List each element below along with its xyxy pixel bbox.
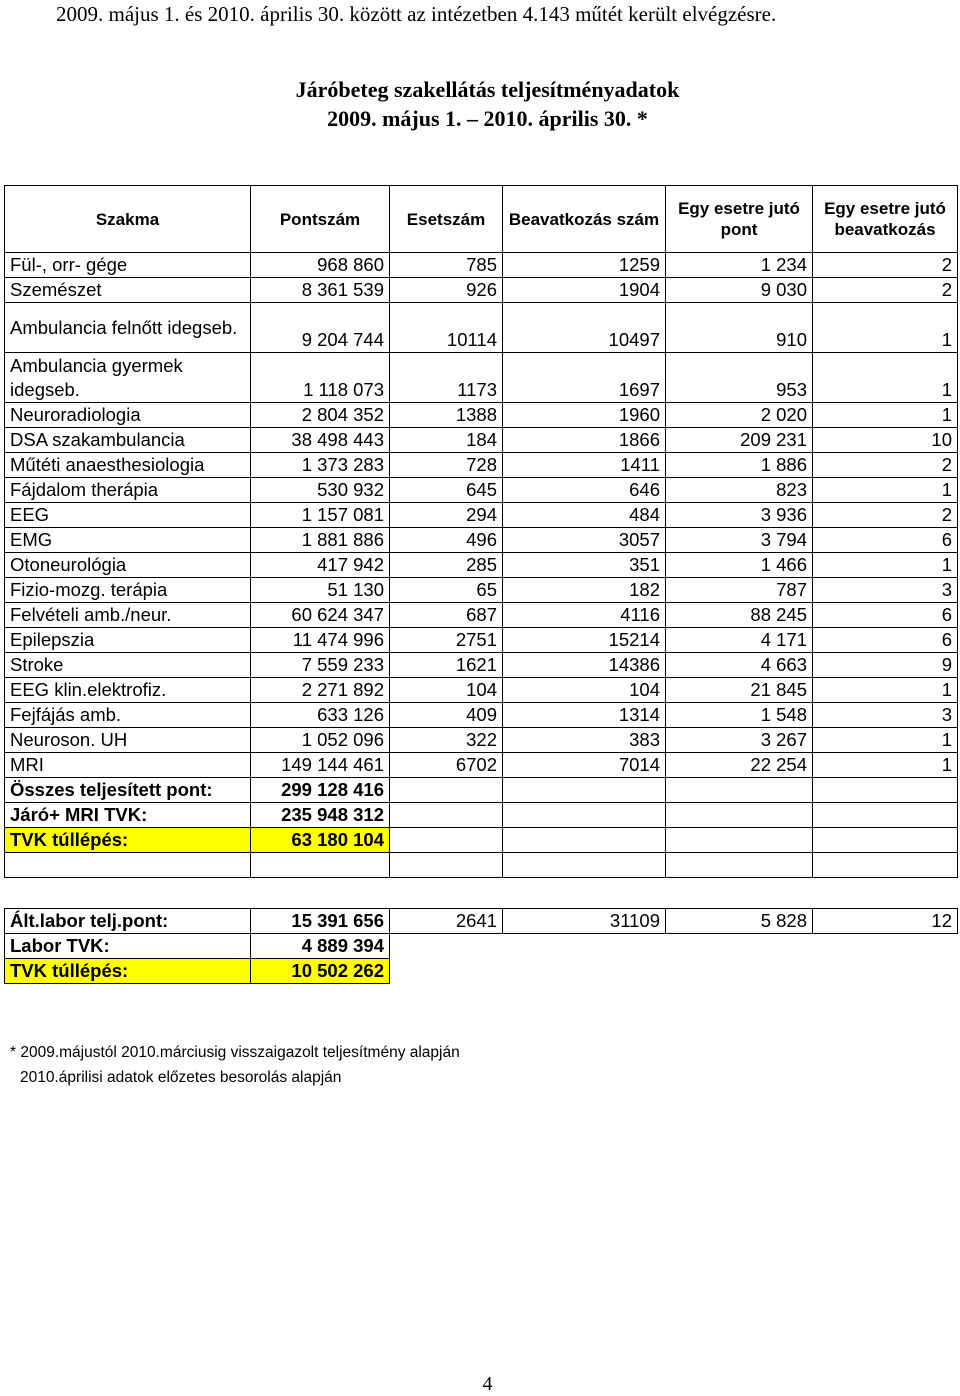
row-pont: 1 373 283 [251, 453, 390, 478]
footnote-1: * 2009.májustól 2010.márciusig visszaigazolt teljesítmény alapján [10, 1044, 460, 1061]
row-ppe: 1 548 [666, 703, 813, 728]
row-eset: 496 [390, 528, 503, 553]
summary-total-value: 299 128 416 [251, 778, 390, 803]
spacer-row [5, 853, 958, 878]
table-row [5, 653, 958, 678]
row-bpe: 3 [813, 703, 958, 728]
row-beav: 104 [503, 678, 666, 703]
row-eset: 687 [390, 603, 503, 628]
row-eset: 785 [390, 253, 503, 278]
table-row [5, 628, 958, 653]
row-bpe: 1 [813, 728, 958, 753]
row-beav: 4116 [503, 603, 666, 628]
report-period: 2009. május 1. – 2010. április 30. * [327, 106, 648, 131]
row-beav: 1960 [503, 403, 666, 428]
row-pont: 1 052 096 [251, 728, 390, 753]
row-bpe: 1 [813, 553, 958, 578]
lab-beav: 31109 [503, 909, 666, 934]
row-bpe: 1 [813, 753, 958, 778]
table-row [5, 753, 958, 778]
row-eset: 645 [390, 478, 503, 503]
row-ppe: 1 234 [666, 253, 813, 278]
table-row [5, 703, 958, 728]
row-szakma: EEG klin.elektrofiz. [5, 678, 251, 703]
row-szakma: Ambulancia gyermek idegseb. [5, 353, 251, 403]
header-pontszam: Pontszám [251, 186, 390, 253]
row-szakma: Otoneurológia [5, 553, 251, 578]
summary-total-row [5, 778, 958, 803]
row-szakma: Fizio-mozg. terápia [5, 578, 251, 603]
row-eset: 6702 [390, 753, 503, 778]
row-bpe: 2 [813, 503, 958, 528]
table-row [5, 353, 958, 403]
summary-over-value: 63 180 104 [251, 828, 390, 853]
page-number: 4 [482, 1373, 493, 1395]
header-szakma: Szakma [5, 186, 251, 253]
table-row [5, 678, 958, 703]
row-pont: 60 624 347 [251, 603, 390, 628]
lab-over-label: TVK túllépés: [5, 959, 251, 984]
row-ppe: 9 030 [666, 278, 813, 303]
row-beav: 1411 [503, 453, 666, 478]
row-bpe: 1 [813, 403, 958, 428]
row-ppe: 823 [666, 478, 813, 503]
row-beav: 182 [503, 578, 666, 603]
summary-tvk-row [5, 803, 958, 828]
row-ppe: 3 794 [666, 528, 813, 553]
performance-table [4, 185, 958, 984]
row-bpe: 9 [813, 653, 958, 678]
table-row [5, 728, 958, 753]
table-row [5, 303, 958, 353]
row-pont: 633 126 [251, 703, 390, 728]
row-pont: 1 118 073 [251, 353, 390, 403]
lab-over-row [5, 959, 958, 984]
row-bpe: 2 [813, 253, 958, 278]
table-row [5, 428, 958, 453]
row-eset: 10114 [390, 303, 503, 353]
row-beav: 1866 [503, 428, 666, 453]
row-szakma: Epilepszia [5, 628, 251, 653]
row-pont: 9 204 744 [251, 303, 390, 353]
summary-over-label: TVK túllépés: [5, 828, 251, 853]
row-eset: 65 [390, 578, 503, 603]
row-eset: 2751 [390, 628, 503, 653]
lab-bpe: 12 [813, 909, 958, 934]
row-ppe: 2 020 [666, 403, 813, 428]
table-row [5, 503, 958, 528]
row-beav: 7014 [503, 753, 666, 778]
row-ppe: 22 254 [666, 753, 813, 778]
table-row [5, 478, 958, 503]
table-body [5, 253, 958, 984]
row-ppe: 209 231 [666, 428, 813, 453]
table-row [5, 278, 958, 303]
lab-tvk-row [5, 934, 958, 959]
row-eset: 1173 [390, 353, 503, 403]
lab-row [5, 909, 958, 934]
row-szakma: Fül-, orr- gége [5, 253, 251, 278]
row-beav: 484 [503, 503, 666, 528]
row-beav: 1259 [503, 253, 666, 278]
lab-tvk-value: 4 889 394 [251, 934, 390, 959]
row-pont: 149 144 461 [251, 753, 390, 778]
row-beav: 383 [503, 728, 666, 753]
row-eset: 184 [390, 428, 503, 453]
row-ppe: 88 245 [666, 603, 813, 628]
header-egy-esetre-juto-beavatkozas: Egy esetre jutó beavatkozás [813, 186, 958, 253]
lab-over-value: 10 502 262 [251, 959, 390, 984]
row-ppe: 4 171 [666, 628, 813, 653]
header-beavatkozas-szam: Beavatkozás szám [503, 186, 666, 253]
row-ppe: 3 936 [666, 503, 813, 528]
row-bpe: 6 [813, 528, 958, 553]
row-szakma: Műtéti anaesthesiologia [5, 453, 251, 478]
row-szakma: Stroke [5, 653, 251, 678]
row-szakma: Fejfájás amb. [5, 703, 251, 728]
row-pont: 2 804 352 [251, 403, 390, 428]
row-pont: 1 881 886 [251, 528, 390, 553]
lab-tvk-label: Labor TVK: [5, 934, 251, 959]
row-bpe: 1 [813, 303, 958, 353]
row-beav: 10497 [503, 303, 666, 353]
row-szakma: DSA szakambulancia [5, 428, 251, 453]
row-szakma: Felvételi amb./neur. [5, 603, 251, 628]
row-pont: 38 498 443 [251, 428, 390, 453]
row-ppe: 1 886 [666, 453, 813, 478]
row-eset: 409 [390, 703, 503, 728]
header-esetszam: Esetszám [390, 186, 503, 253]
table-row [5, 453, 958, 478]
lab-ppe: 5 828 [666, 909, 813, 934]
row-eset: 728 [390, 453, 503, 478]
row-bpe: 1 [813, 353, 958, 403]
table-row [5, 253, 958, 278]
row-eset: 285 [390, 553, 503, 578]
row-beav: 3057 [503, 528, 666, 553]
row-szakma: Neuroradiologia [5, 403, 251, 428]
row-bpe: 1 [813, 478, 958, 503]
row-pont: 968 860 [251, 253, 390, 278]
row-beav: 351 [503, 553, 666, 578]
table-row [5, 528, 958, 553]
row-szakma: EEG [5, 503, 251, 528]
report-title: Járóbeteg szakellátás teljesítményadatok [295, 77, 680, 102]
lab-eset: 2641 [390, 909, 503, 934]
row-pont: 8 361 539 [251, 278, 390, 303]
row-szakma: EMG [5, 528, 251, 553]
summary-over-row [5, 828, 958, 853]
row-pont: 2 271 892 [251, 678, 390, 703]
row-eset: 322 [390, 728, 503, 753]
row-pont: 51 130 [251, 578, 390, 603]
row-pont: 11 474 996 [251, 628, 390, 653]
row-pont: 417 942 [251, 553, 390, 578]
row-ppe: 787 [666, 578, 813, 603]
summary-tvk-label: Járó+ MRI TVK: [5, 803, 251, 828]
row-beav: 1904 [503, 278, 666, 303]
row-ppe: 3 267 [666, 728, 813, 753]
header-egy-esetre-juto-pont: Egy esetre jutó pont [666, 186, 813, 253]
row-ppe: 4 663 [666, 653, 813, 678]
row-bpe: 6 [813, 603, 958, 628]
row-beav: 1314 [503, 703, 666, 728]
row-ppe: 21 845 [666, 678, 813, 703]
summary-tvk-value: 235 948 312 [251, 803, 390, 828]
row-eset: 1388 [390, 403, 503, 428]
row-pont: 7 559 233 [251, 653, 390, 678]
row-bpe: 3 [813, 578, 958, 603]
table-row [5, 578, 958, 603]
lab-label: Ált.labor telj.pont: [5, 909, 251, 934]
row-pont: 1 157 081 [251, 503, 390, 528]
row-eset: 104 [390, 678, 503, 703]
row-beav: 14386 [503, 653, 666, 678]
table-row [5, 403, 958, 428]
summary-total-label: Összes teljesített pont: [5, 778, 251, 803]
table-row [5, 603, 958, 628]
row-eset: 1621 [390, 653, 503, 678]
row-beav: 646 [503, 478, 666, 503]
row-bpe: 2 [813, 453, 958, 478]
row-szakma: Ambulancia felnőtt idegseb. [5, 303, 251, 353]
lab-pont: 15 391 656 [251, 909, 390, 934]
row-bpe: 6 [813, 628, 958, 653]
row-szakma: MRI [5, 753, 251, 778]
footnote-2: 2010.áprilisi adatok előzetes besorolás alapján [20, 1069, 342, 1086]
table-row [5, 553, 958, 578]
row-ppe: 1 466 [666, 553, 813, 578]
row-beav: 1697 [503, 353, 666, 403]
row-szakma: Fájdalom therápia [5, 478, 251, 503]
row-bpe: 2 [813, 278, 958, 303]
row-eset: 926 [390, 278, 503, 303]
row-pont: 530 932 [251, 478, 390, 503]
table-header-row [5, 186, 958, 253]
row-szakma: Neuroson. UH [5, 728, 251, 753]
row-bpe: 10 [813, 428, 958, 453]
intro-text: 2009. május 1. és 2010. április 30. között az intézetben 4.143 műtét került elvégzésre. [56, 2, 777, 26]
row-bpe: 1 [813, 678, 958, 703]
row-ppe: 953 [666, 353, 813, 403]
row-eset: 294 [390, 503, 503, 528]
row-beav: 15214 [503, 628, 666, 653]
row-ppe: 910 [666, 303, 813, 353]
spacer-row [5, 878, 958, 909]
row-szakma: Szemészet [5, 278, 251, 303]
